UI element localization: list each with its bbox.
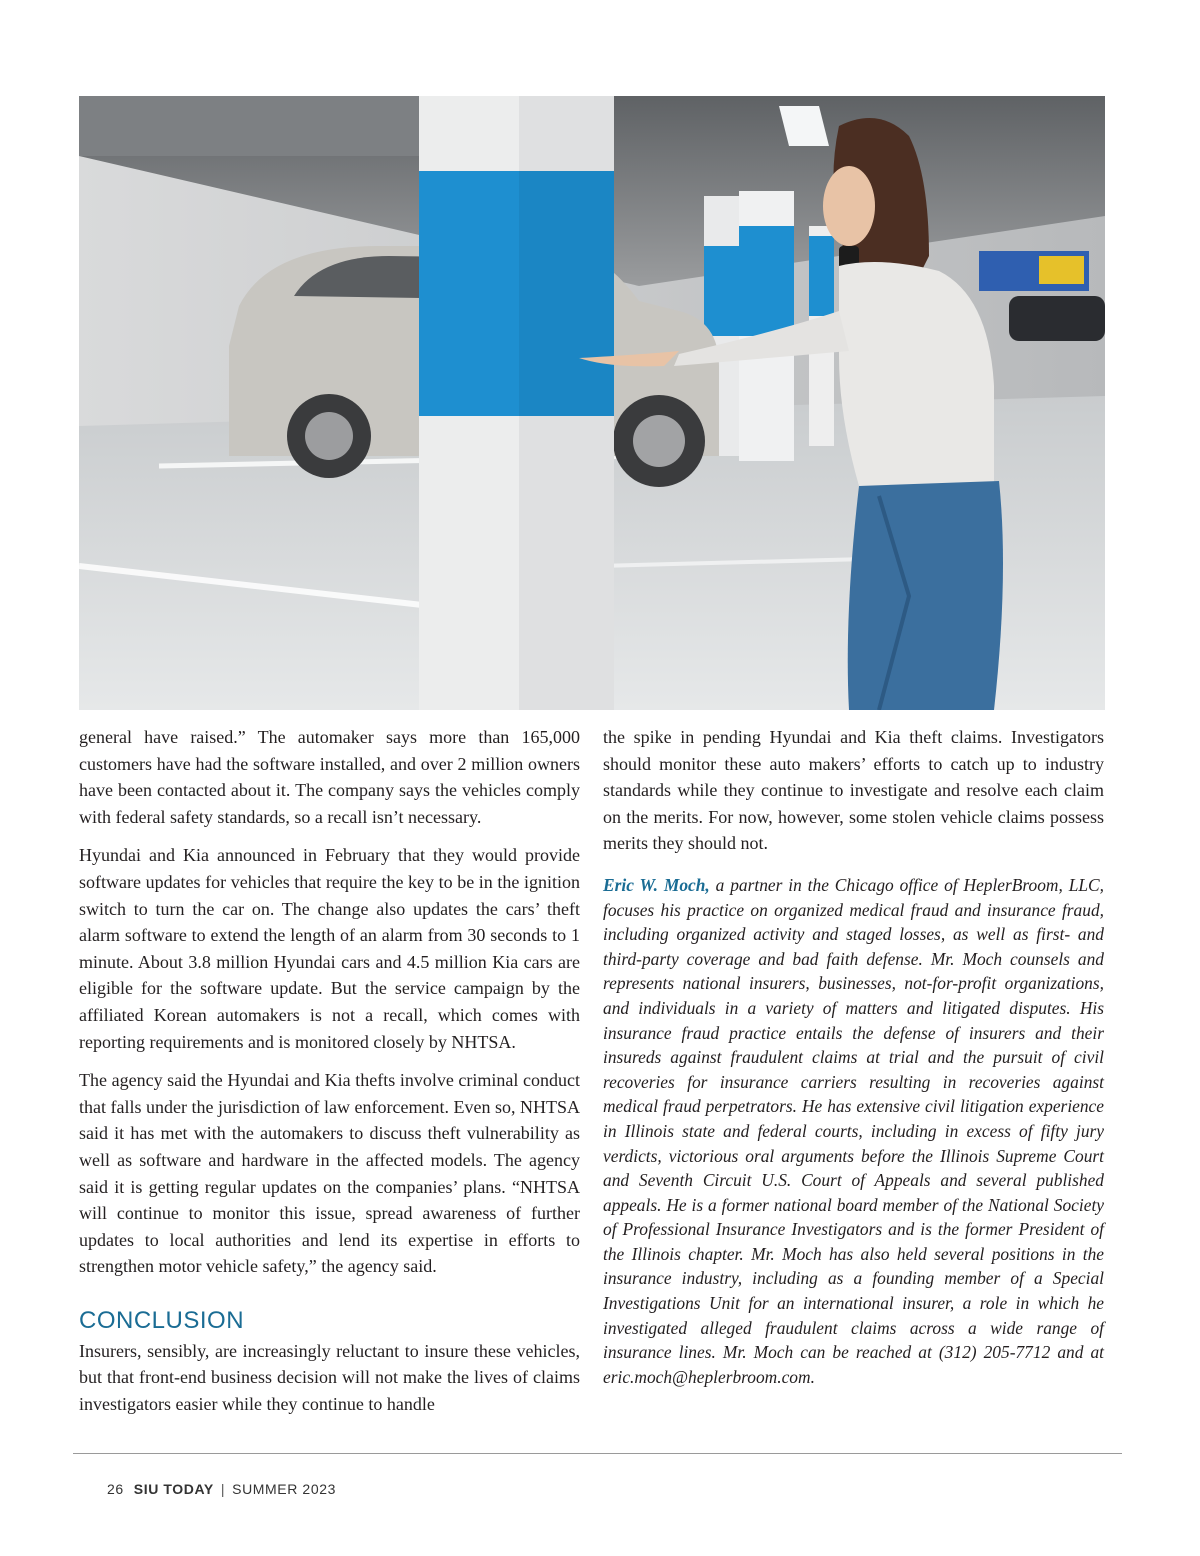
author-name: Eric W. Moch, [603, 874, 710, 895]
body-paragraph: the spike in pending Hyundai and Kia theft claims. Investigators should monitor these auto makers’ efforts to catch up to industry standards while they continue to investigate and resolve each claim on the merits. For now, however, some stolen vehicle claims possess merits they should not. [603, 727, 1104, 854]
author-bio [603, 873, 1104, 1389]
page-footer [107, 1481, 336, 1497]
right-column [603, 724, 1104, 1389]
article-photo [79, 96, 1105, 710]
body-paragraph: The agency said the Hyundai and Kia thefts involve criminal conduct that falls under the jurisdiction of law enforcement. Even so, NHTSA said it has met with the automakers to discuss theft vulnerability as well as software and hardware in the affected models. The agency said it is getting regular updates on the companies’ plans. “NHTSA will continue to monitor this issue, spread awareness of further updates to local authorities and lend its expertise in efforts to strengthen motor vehicle safety,” the agency said. [79, 1070, 580, 1277]
body-paragraph: Hyundai and Kia announced in February that they would provide software updates for vehicles that require the key to be in the ignition switch to turn the car on. The change also updates the cars’ theft alarm software to extend the length of an alarm from 30 seconds to 1 minute. About 3.8 million Hyundai cars and 4.5 million Kia cars are eligible for the software update. But the service campaign by the affiliated Korean automakers is not a recall, which comes with reporting requirements and is monitored closely by NHTSA. [79, 845, 580, 1052]
footer-divider [73, 1453, 1122, 1454]
left-column [79, 724, 580, 1430]
footer-separator: | [220, 1481, 226, 1497]
parking-garage-photo [79, 96, 1105, 710]
magazine-name: SIU TODAY [133, 1481, 214, 1497]
body-paragraph: general have raised.” The automaker says more than 165,000 customers have had the software installed, and over 2 million owners have been contacted about it. The company says the vehicles comply with federal safety standards, so a recall isn’t necessary. [79, 727, 580, 827]
conclusion-paragraph: Insurers, sensibly, are increasingly reluctant to insure these vehicles, but that front-end business decision will not make the lives of claims investigators easier while they continue to handle [79, 1340, 580, 1415]
section-heading: CONCLUSION [79, 1306, 245, 1334]
issue-label: SUMMER 2023 [232, 1481, 336, 1497]
page-number: 26 [107, 1481, 124, 1497]
author-bio-text: a partner in the Chicago office of HeplerBroom, LLC, focuses his practice on organized medical fraud and insurance fraud, including organized activity and staged losses, as well as first- and third-party coverage and bad faith defense. Mr. Moch counsels and represents national insurers, businesses, not-for-profit organizations, and individuals in a variety of matters and litigated disputes. His insurance fraud practice entails the defense of insurers and their insureds against fraudulent claims at trial and the pursuit of civil recoveries for insurance carriers resulting in recoveries against medical fraud perpetrators. He has extensive civil litigation experience in Illinois state and federal courts, including in excess of fifty jury verdicts, victorious oral arguments before the Illinois Supreme Court and Seventh Circuit U.S. Court of Appeals and several published appeals. He is a former national board member of the National Society of Professional Insurance Investigators and is the former President of the Illinois chapter. Mr. Moch has also held several positions in the insurance industry, including as a founding member of a Special Investigations Unit for an international insurer, a role in which he investigated alleged fraudulent claims across a wide range of insurance lines. Mr. Moch can be reached at (312) 205-7712 and at eric.moch@heplerbroom.com. [603, 874, 1105, 1387]
